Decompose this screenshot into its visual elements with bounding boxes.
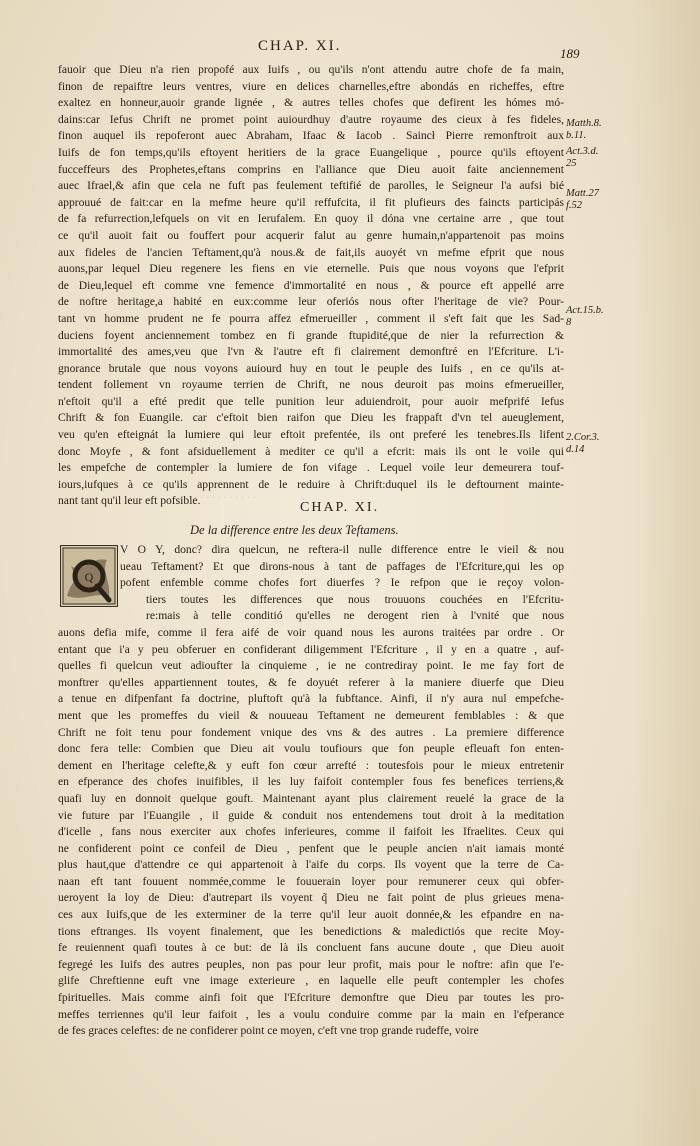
text-line: ces aux Iuifs,que de les exterminer de la terre qu'il leur auoit donnée,& les efpandre en na- (58, 908, 564, 922)
text-line: quafi luy en donnoit quelque gouft. Maintenant ayant plus clairement reuelé la grace de la (58, 791, 564, 805)
text-line: les empefche de contempler la lumiere de fon vifage . Lequel voile leur demeurera touf- (58, 461, 564, 475)
margin-note: Matth.8. (566, 118, 602, 129)
text-line: fe reuiennent quafi toutes à ce but: de là ils concluent fans aucune doute , que Dieu auoit (58, 941, 564, 955)
text-line: n'eftoit qu'il a efté predit que telle punition leur aduiendroit, pour auoir mefprifé Iefus (58, 394, 564, 408)
margin-note: Matt.27 (566, 188, 599, 199)
text-line: dement en l'heritage celefte,& y euft fon cœur arrefté : toutesfois pour le mieux entretenir (58, 758, 564, 772)
section-1-text (58, 62, 564, 510)
margin-note: Act.15.b. (566, 305, 604, 316)
section-2-text (58, 542, 564, 1040)
text-line: Chrift & fon Euangile. car c'eftoit bien raifon que Dieu les frappaft d'vn tel aueuglement, (58, 411, 564, 425)
chapter-heading: CHAP. XI. (300, 500, 380, 515)
text-line: ueroyent la loy de Dieu: d'autrepart ils voyent q̃ Dieu ne fait point de plus grieues mena- (58, 891, 564, 905)
text-line: exaltez en honneur,auoir grande lignée , & autres telles chofes que defirent les hómes mó- (58, 96, 564, 110)
text-line: meffes terriennes qu'il leur faifoit , les a voulu conduire comme par la main en l'efperance (58, 1007, 564, 1021)
text-line: tions eftranges. Ils voyent finalement, que les benedictions & maledictiós que recite Moy- (58, 924, 564, 938)
text-line: dains:car Iefus Chrift ne promet point auiourdhuy d'autre royaume des cieux à fes fideles, (58, 112, 564, 126)
margin-note: 2.Cor.3. (566, 432, 600, 443)
text-line: fauoir que Dieu n'a rien propofé aux Iuifs , ou qu'ils n'ont attendu autre chofe de fa main, (58, 63, 564, 76)
text-line: tiers toutes les differences que nous trouuons couchées en l'Efcritu- (146, 592, 564, 606)
text-line: gnorance brutale que nous voyons auiourd huy en tout le peuple des Iuifs , en ce qu'ils at- (58, 361, 564, 375)
text-line: finon de repaiftre leurs ventres, viure en delices charnelles,eftre abondás en richeffes, eftre (58, 79, 564, 93)
text-line: V O Y, donc? dira quelcun, ne reftera-il nulle difference entre le vieil & nou (120, 543, 564, 556)
text-line: veu qu'en efteignát la lumiere qui leur eftoit prefentée, ils ont preferé les tenebres.Ils lifent (58, 428, 564, 442)
text-line: tendent follement vn royaume terrien de Chrift, ne nous deuroit pas moins efmerueiller, (58, 378, 564, 392)
margin-note: Act.3.d. (566, 146, 599, 157)
text-line: naan eft tant fouuent nommée,comme le fouuerain loyer pour remunerer ceux qui obfer- (58, 874, 564, 888)
text-line: pofent enfemble comme chofes fort diuerfes ? Ie refpon que ie reçoy volon- (120, 576, 564, 590)
text-line: de noftre heritage,a habité en eux:comme leur oferiós nous ofter l'heritage de vie? Pour- (58, 295, 564, 309)
margin-note: f.52 (566, 200, 583, 211)
margin-note: 25 (566, 158, 577, 169)
text-line: fpirituelles. Mais comme ainfi foit que l'Efcriture demonftre que Dieu par toutes les pro- (58, 991, 564, 1005)
text-line: de Dieu,lequel eft comme vne femence d'immortalité en nous , & pource eft appellé arre (58, 278, 564, 292)
text-line: fucceffeurs des Prophetes,eftans comprins en l'alliance que Dieu auoit faite anciennement (58, 162, 564, 176)
bleed-through-text: · · · · · · · · · · · · (188, 493, 256, 504)
running-header: CHAP. XI. (258, 38, 342, 54)
margin-note: d.14 (566, 444, 585, 455)
text-line: ment que les promeffes du vieil & nouueau Teftament ne demeurent femblables : & que (58, 708, 564, 722)
text-line: duciens foyent anciennement tombez en fi grande ftupidité,que de nier la refurrection & (58, 328, 564, 342)
text-line: Iuifs de fon temps,qu'ils eftoyent heritiers de la grace Euangelique , pource qu'ils eftoyent (58, 145, 564, 159)
paper-edge-stain (630, 0, 700, 1146)
chapter-subtitle: De la difference entre les deux Teftamens. (190, 523, 399, 537)
text-line: vie future par l'Euangile , il guide & conduit nos entendemens tout droit à la meditation (58, 808, 564, 822)
text-line: en efperance des chofes inuifibles, il les luy faifoit contempler fous fes benefices terriens,& (58, 775, 564, 789)
text-line: ce qu'il auoit fait ou fouffert pour acquerir falut au genre humain,n'appartenoit pas moins (58, 228, 564, 242)
text-line: plus haut,que d'attendre ce qui appartenoit à l'aife du corps. Ils voyent que la terre de Ca- (58, 858, 564, 872)
text-line: de fes graces celeftes: de ne confiderer point ce moyen, c'eft vne trop grande rudeffe, voire (58, 1024, 479, 1038)
text-line: aux fideles de l'ancien Teftament,qu'à nous.& de fait,ils auoyét vn mefme efprit que nous (58, 245, 564, 259)
text-line: approuué de fait:car en la mefme heure qu'il reffufcita, il fit plufieurs des faincts participás (58, 195, 564, 209)
text-line: finon auquel ils repoferont auec Abraham, Ifaac & Iacob . Saincł Pierre remonftroit aux (58, 129, 564, 143)
text-line: nant tant qu'il leur eft pofsible. (58, 494, 201, 508)
text-line: immortalité des ames,veu que l'vn & l'autre eft fi clairement demonftré en l'Efcriture. L'i- (58, 345, 564, 359)
svg-text:Q: Q (84, 570, 94, 584)
text-line: d'icelle , fans nous exerciter aux chofes inferieures, comme il faifoit les Ifraelites. Ceux qui (58, 825, 564, 839)
text-line: auons defia mife, comme il fera aifé de voir quand nous les aurons traitées par ordre . Or (58, 625, 564, 639)
text-line: auec Ifrael,& afin que cela ne fuft pas feulement teftifié de parolles, le Seigneur l'a aufsi bié (58, 179, 564, 193)
text-line: de fa refurrection,lefquels on vit en Ierufalem. En quoy il dóna vne certaine arre , que tout (58, 212, 564, 226)
text-line: donc Moyfe , & font afsiduellement à mediter ce qu'il a efcrit: mais ils ont le voile qui (58, 444, 564, 458)
text-line: ueau Teftament? Et que dirons-nous à tant de paffages de l'Efcriture,qui les op (120, 559, 564, 573)
text-line: ne confiderent point ce confeil de Dieu , penfent que le peuple ancien n'ait iamais monté (58, 841, 564, 855)
text-line: tant vn homme prudent ne fe pourra affez efmerueiller , comment il s'eft fait que les Sad- (58, 311, 564, 325)
text-line: re:mais à telle conditió qu'elles ne derogent rien à l'vnité que nous (146, 609, 564, 623)
text-line: glife Chreftienne euft vne image exterieure , en laquelle elle peuft contempler les chofes (58, 974, 564, 988)
text-line: monftrer qu'elles appartiennent toutes, & fe doyuét referer à la maniere diuerfe que Dieu (58, 675, 564, 689)
text-line: fegregé les Iuifs des autres peuples, non pas pour leur profit, mais pour le noftre: afin que l'e- (58, 957, 564, 971)
text-line: quelles fi quelcun veut adioufter la cinquieme , ie ne contrediray point. Ie me fay fort de (58, 659, 564, 673)
text-line: a tenue en difpenfant fa doctrine, pluftoft qu'à la fubftance. Ainfi, il n'y aura nul empefche- (58, 692, 564, 706)
margin-note: b.11. (566, 130, 587, 141)
text-line: iours,iufques à ce qu'ils apprennent de le reduire à Chrift:duquel ils le deftournent mainte- (58, 477, 564, 491)
text-line: auons,par lequel Dieu regenere les fiens en vie eternelle. Puis que nous voyons que l'efprit (58, 262, 564, 276)
text-line: Chrift ne foit tenu pour fondement vnique des vns & des autres . La premiere difference (58, 725, 564, 739)
text-line: entant que i'a y peu obferuer en confiderant diligemment l'Efcriture , il y en a quatre , auf- (58, 642, 564, 656)
page-number: 189 (560, 46, 580, 61)
margin-note: 8 (566, 317, 572, 328)
text-line: donc fera telle: Combien que Dieu ait voulu toufiours que fon peuple efleuaft fon enten- (58, 742, 564, 756)
